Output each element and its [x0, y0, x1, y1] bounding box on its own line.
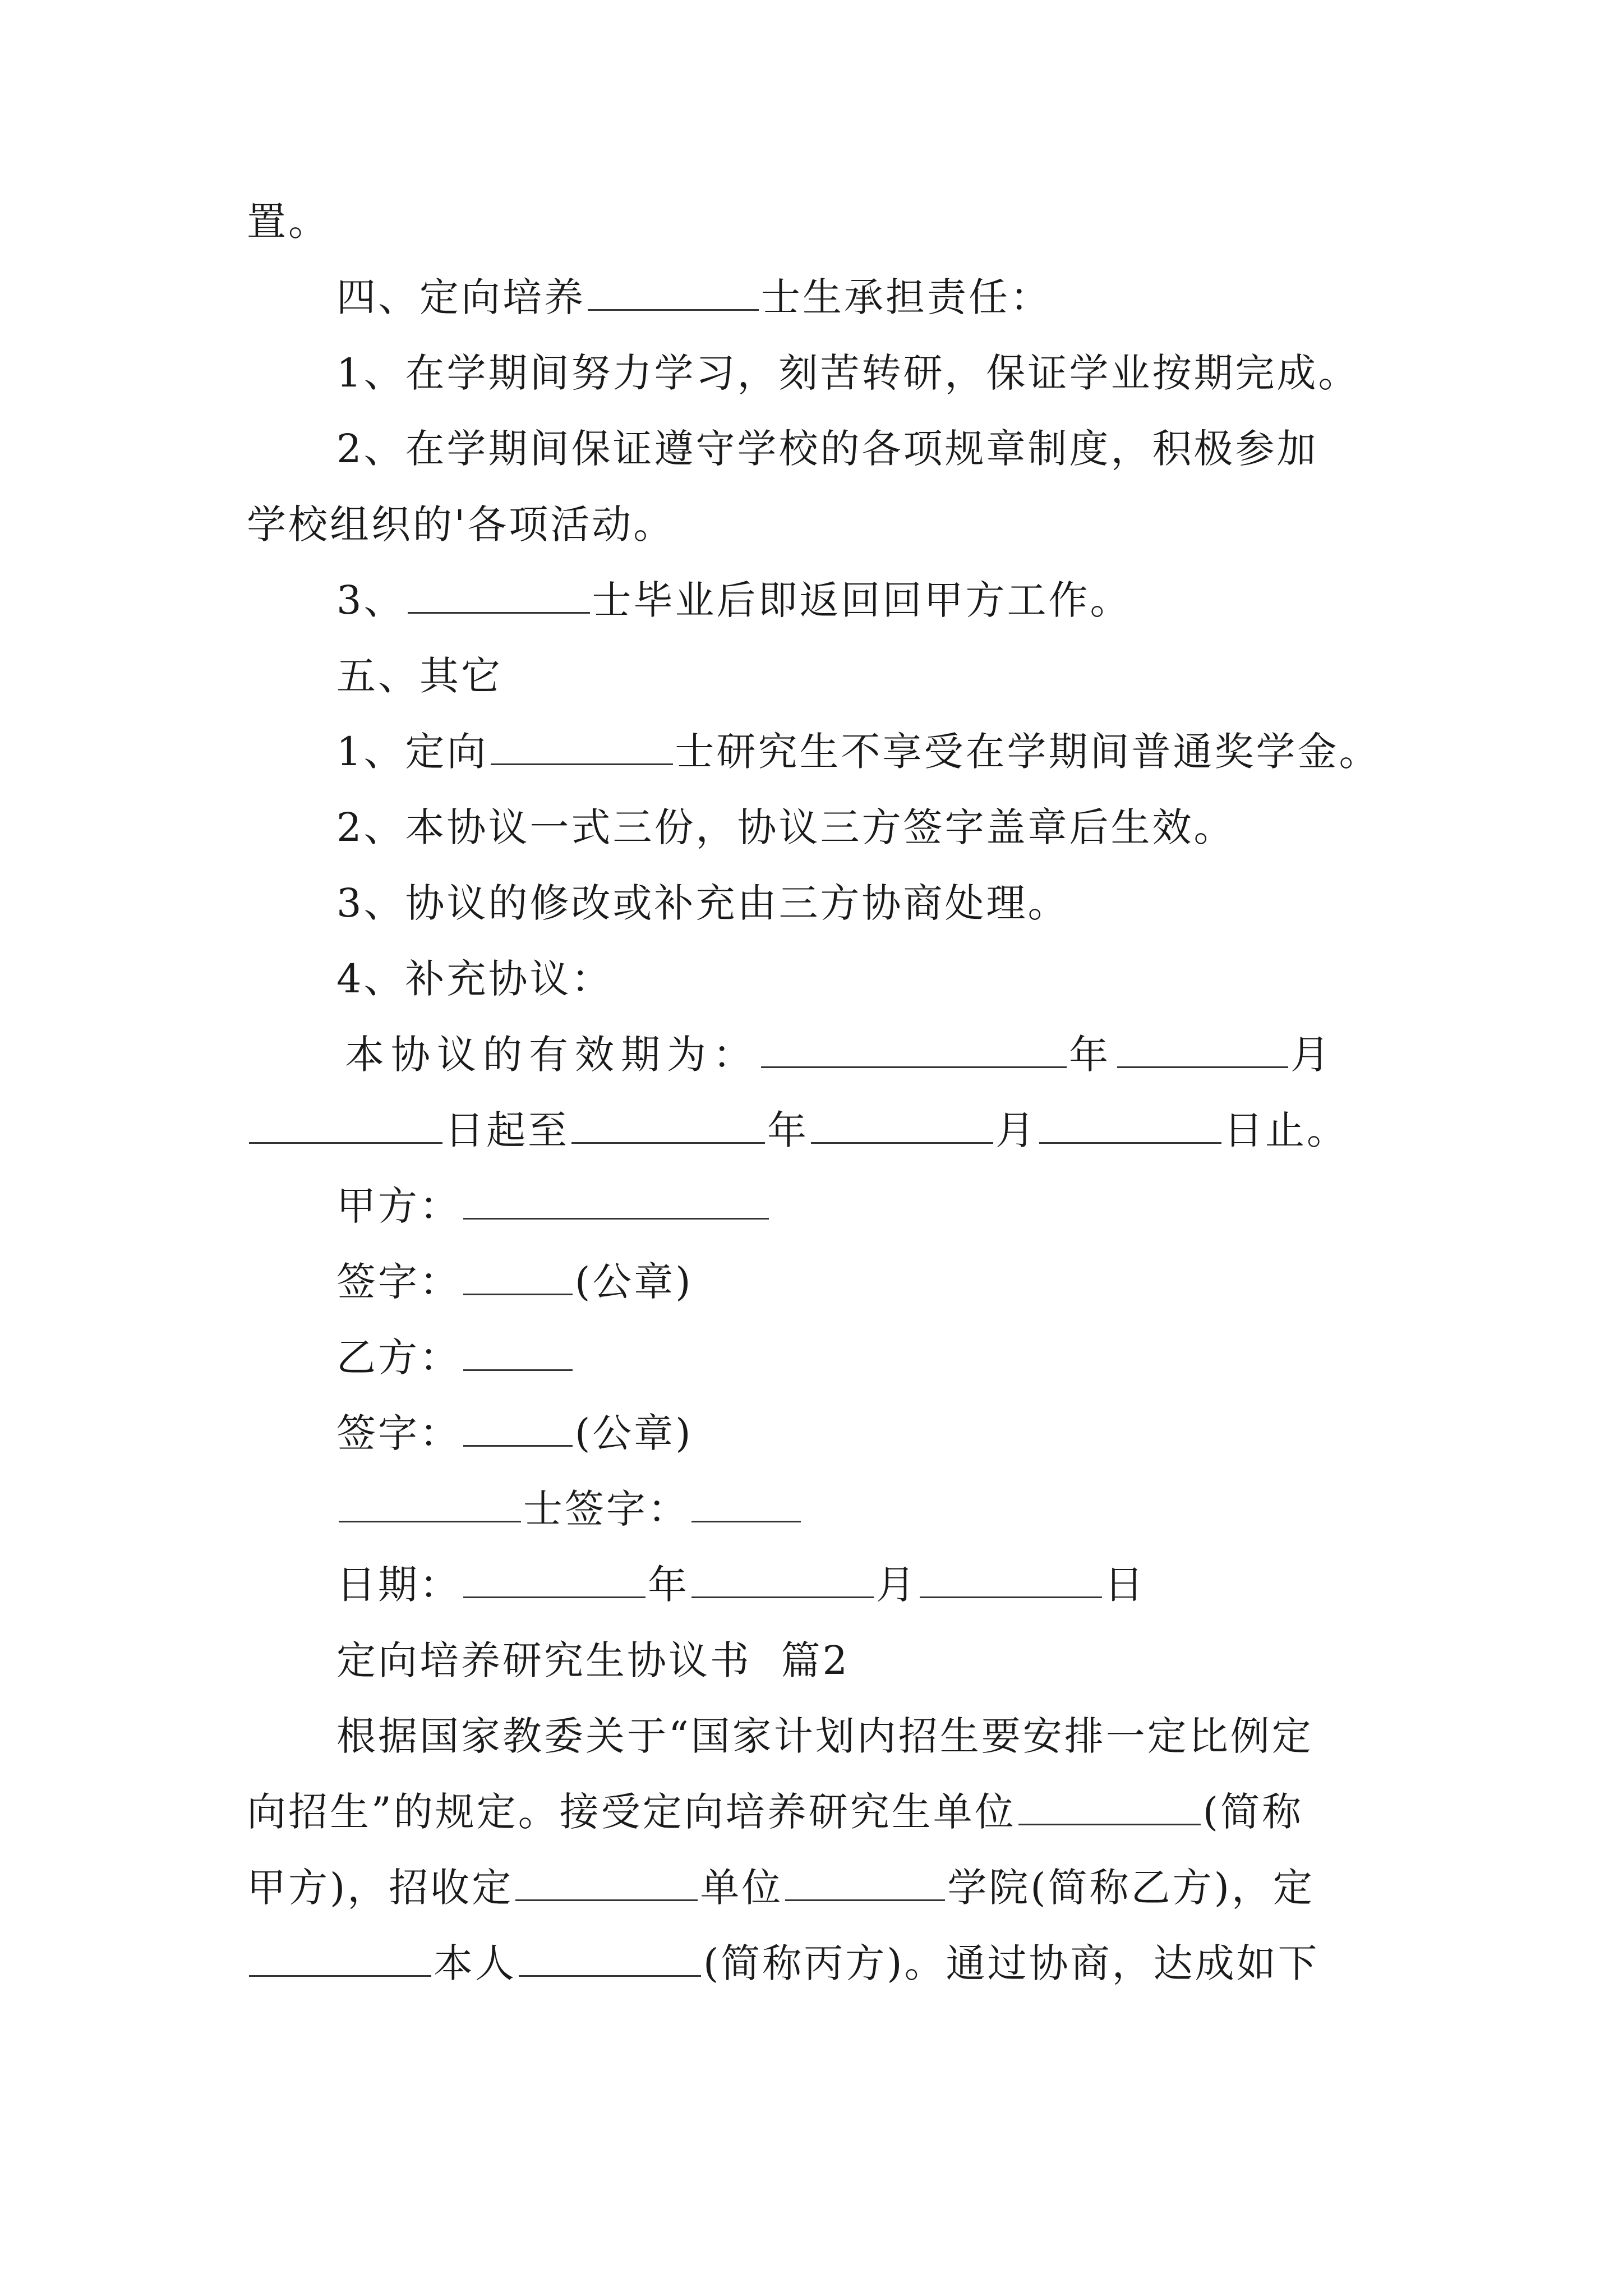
text-run: 根据国家教委关于“国家计划内招生要安排一定比例定: [336, 1713, 1313, 1759]
fill-in-blank: [463, 1259, 573, 1295]
text-run: (公章): [575, 1259, 693, 1305]
party-c-signature-line: [336, 1481, 803, 1537]
text-run: 月: [995, 1107, 1037, 1153]
text-run: (公章): [575, 1410, 693, 1456]
fill-in-blank: [588, 274, 759, 311]
text-run: 四、定向培养: [336, 274, 585, 320]
text-run: 士研究生不享受在学期间普通奖学金。: [675, 729, 1381, 775]
text-run: (简称: [1202, 1789, 1304, 1835]
fill-in-blank: [249, 1107, 442, 1144]
fill-in-blank: [515, 1865, 698, 1901]
section-heading-5: [336, 648, 502, 704]
fill-in-blank: [491, 729, 673, 765]
text-run: 签字：: [336, 1410, 461, 1456]
fill-in-blank: [463, 1562, 645, 1598]
text-run: 乙方：: [336, 1335, 461, 1381]
section-heading-4: [336, 269, 1052, 325]
validity-period-line-2: [247, 1102, 1348, 1158]
text-run: 2、本协议一式三份，协议三方签字盖章后生效。: [336, 804, 1235, 850]
fill-in-blank: [1039, 1107, 1221, 1144]
text-run: 本协议的有效期为：: [345, 1032, 759, 1078]
text-run: 3、协议的修改或补充由三方协商处理。: [336, 880, 1069, 926]
paragraph-line: [336, 875, 1069, 931]
party-a-line: [336, 1178, 771, 1234]
text-run: 日期：: [336, 1562, 461, 1608]
text-run: 1、在学期间努力学习，刻苦转研，保证学业按期完成。: [336, 350, 1360, 396]
paragraph-line: [336, 951, 613, 1007]
paragraph-line: [247, 1784, 1303, 1840]
paragraph-line: [336, 345, 1360, 401]
paragraph-line: [336, 572, 1132, 628]
fill-in-blank: [691, 1486, 801, 1522]
text-run: 4、补充协议：: [336, 956, 613, 1002]
text-run: 日起至: [445, 1107, 569, 1153]
fill-in-blank: [920, 1562, 1102, 1598]
text-run: 甲方)，招收定: [247, 1865, 514, 1911]
paragraph-line: [247, 1860, 1315, 1916]
fill-in-blank: [463, 1335, 573, 1371]
text-run: 单位: [700, 1865, 783, 1911]
date-line: [336, 1557, 1146, 1613]
text-run: 月: [876, 1562, 917, 1608]
text-run: (简称丙方)。通过协商，达成如下: [703, 1940, 1320, 1986]
fill-in-blank: [1018, 1789, 1201, 1825]
text-run: 学校组织的'各项活动。: [247, 501, 675, 547]
text-run: 置。: [247, 199, 330, 245]
text-run: 士签字：: [523, 1486, 689, 1532]
text-run: 学院(简称乙方)，定: [947, 1865, 1315, 1911]
fill-in-blank: [785, 1865, 945, 1901]
fill-in-blank: [463, 1183, 769, 1220]
text-run: 日止。: [1224, 1107, 1348, 1153]
validity-period-line: [345, 1027, 1336, 1083]
text-run: 五、其它: [336, 653, 502, 699]
fill-in-blank: [571, 1107, 765, 1144]
section-title: [336, 1632, 850, 1688]
paragraph-line: [247, 194, 330, 250]
paragraph-line: [336, 421, 1318, 477]
party-a-signature-line: [336, 1254, 693, 1310]
text-run: 定向培养研究生协议书 篇2: [336, 1637, 850, 1683]
text-run: 年: [1069, 1032, 1115, 1078]
text-run: 年: [648, 1562, 689, 1608]
paragraph-line: [336, 799, 1235, 855]
paragraph-line: [247, 496, 675, 553]
fill-in-blank: [408, 577, 590, 614]
text-run: 士毕业后即返回回甲方工作。: [592, 577, 1132, 623]
fill-in-blank: [339, 1486, 521, 1522]
text-run: 年: [767, 1107, 809, 1153]
fill-in-blank: [463, 1410, 573, 1447]
fill-in-blank: [1117, 1032, 1288, 1068]
fill-in-blank: [761, 1032, 1067, 1068]
text-run: 甲方：: [336, 1183, 461, 1229]
paragraph-line: [336, 724, 1381, 780]
fill-in-blank: [249, 1940, 431, 1977]
text-run: 签字：: [336, 1259, 461, 1305]
paragraph-line: [247, 1935, 1320, 1991]
text-run: 1、定向: [336, 729, 488, 775]
text-run: 月: [1290, 1032, 1336, 1078]
text-run: 日: [1104, 1562, 1146, 1608]
paragraph-line: [336, 1708, 1313, 1764]
text-run: 本人: [434, 1940, 517, 1986]
text-run: 3、: [336, 577, 405, 623]
text-run: 士生承担责任：: [761, 274, 1052, 320]
party-b-line: [336, 1329, 575, 1386]
text-run: 2、在学期间保证遵守学校的各项规章制度，积极参加: [336, 426, 1318, 472]
party-b-signature-line: [336, 1405, 693, 1461]
fill-in-blank: [691, 1562, 874, 1598]
text-run: 向招生”的规定。接受定向培养研究生单位: [247, 1789, 1016, 1835]
fill-in-blank: [811, 1107, 993, 1144]
fill-in-blank: [519, 1940, 701, 1977]
